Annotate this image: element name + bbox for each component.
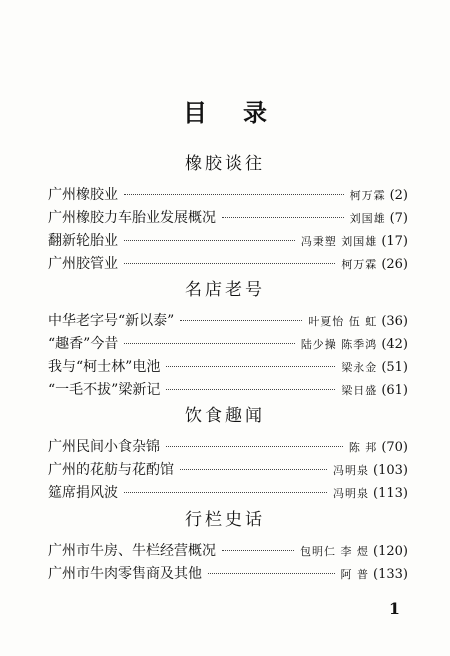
toc-entry: [0, 379, 450, 402]
entry-title: 筵席捐风波: [48, 485, 118, 501]
entry-author: 梁永金: [341, 361, 378, 374]
entry-page: (113): [373, 486, 408, 501]
entry-list: [0, 540, 450, 586]
entry-author: 陆少操 陈季鸿: [300, 338, 378, 351]
toc-entry: [0, 184, 450, 207]
entry-page: (103): [373, 463, 408, 478]
toc-entry: [0, 333, 450, 356]
dot-leader: [166, 389, 335, 390]
entry-list: [0, 184, 450, 276]
entry-title: 广州市牛房、牛栏经营概况: [48, 543, 216, 559]
entry-page: (51): [381, 360, 408, 375]
dot-leader: [124, 194, 344, 195]
toc-entry: [0, 310, 450, 333]
entry-author: 阿 普: [340, 568, 370, 581]
section-heading: 饮食趣闻: [185, 406, 265, 426]
entry-title: 广州胶管业: [48, 256, 118, 272]
toc-entry: [0, 253, 450, 276]
entry-page: (26): [381, 257, 408, 272]
entry-author: 叶夏怡 伍 虹: [308, 315, 378, 328]
entry-author: 刘国雄: [349, 212, 386, 225]
section-heading: 名店老号: [185, 280, 265, 300]
dot-leader: [222, 550, 294, 551]
entry-author: 冯秉塑 刘国雄: [300, 235, 378, 248]
entry-title: 广州橡胶业: [48, 187, 118, 203]
entry-page: (120): [373, 544, 408, 559]
section-heading: 行栏史话: [185, 510, 265, 530]
entry-author: 包明仁 李 煜: [300, 545, 370, 558]
dot-leader: [124, 263, 335, 264]
toc-section: [0, 278, 450, 402]
entry-page: (36): [381, 314, 408, 329]
entry-list: [0, 436, 450, 505]
page-number: 1: [388, 599, 400, 618]
dot-leader: [208, 573, 335, 574]
toc-section: [0, 508, 450, 586]
entry-page: (133): [373, 567, 408, 582]
toc-entry: [0, 436, 450, 459]
entry-page: (17): [381, 234, 408, 249]
entry-title: 翻新轮胎业: [48, 233, 118, 249]
dot-leader: [124, 343, 294, 344]
entry-page: (7): [389, 211, 408, 226]
entry-author: 梁日盛: [341, 384, 378, 397]
toc-entry: [0, 540, 450, 563]
entry-page: (2): [389, 188, 408, 203]
entry-title: 广州的花舫与花酌馆: [48, 462, 174, 478]
entry-page: (42): [381, 337, 408, 352]
entry-page: (61): [381, 383, 408, 398]
dot-leader: [124, 492, 327, 493]
entry-author: 陈 邦: [348, 441, 378, 454]
entry-title: “趣香”今昔: [48, 336, 119, 352]
entry-author: 柯万霖: [349, 189, 386, 202]
dot-leader: [166, 446, 343, 447]
entry-title: 广州橡胶力车胎业发展概况: [48, 210, 216, 226]
toc-section: [0, 152, 450, 276]
toc-entry: [0, 459, 450, 482]
entry-author: 柯万霖: [341, 258, 378, 271]
dot-leader: [166, 366, 335, 367]
dot-leader: [222, 217, 344, 218]
entry-title: “一毛不拔”梁新记: [48, 382, 161, 398]
toc-entry: [0, 207, 450, 230]
toc-section: [0, 404, 450, 505]
entry-title: 我与“柯士林”电池: [48, 359, 161, 375]
toc-entry: [0, 230, 450, 253]
entry-author: 冯明泉: [333, 487, 370, 500]
dot-leader: [124, 240, 295, 241]
section-heading: 橡胶谈往: [185, 154, 265, 174]
entry-title: 中华老字号“新以泰”: [48, 313, 175, 329]
dot-leader: [180, 469, 327, 470]
entry-title: 广州市牛肉零售商及其他: [48, 566, 202, 582]
toc-entry: [0, 482, 450, 505]
entry-page: (70): [381, 440, 408, 455]
toc-entry: [0, 563, 450, 586]
toc-entry: [0, 356, 450, 379]
entry-list: [0, 310, 450, 402]
page-title: 目录: [183, 99, 303, 127]
entry-title: 广州民间小食杂锦: [48, 439, 160, 455]
entry-author: 冯明泉: [333, 464, 370, 477]
dot-leader: [180, 320, 302, 321]
